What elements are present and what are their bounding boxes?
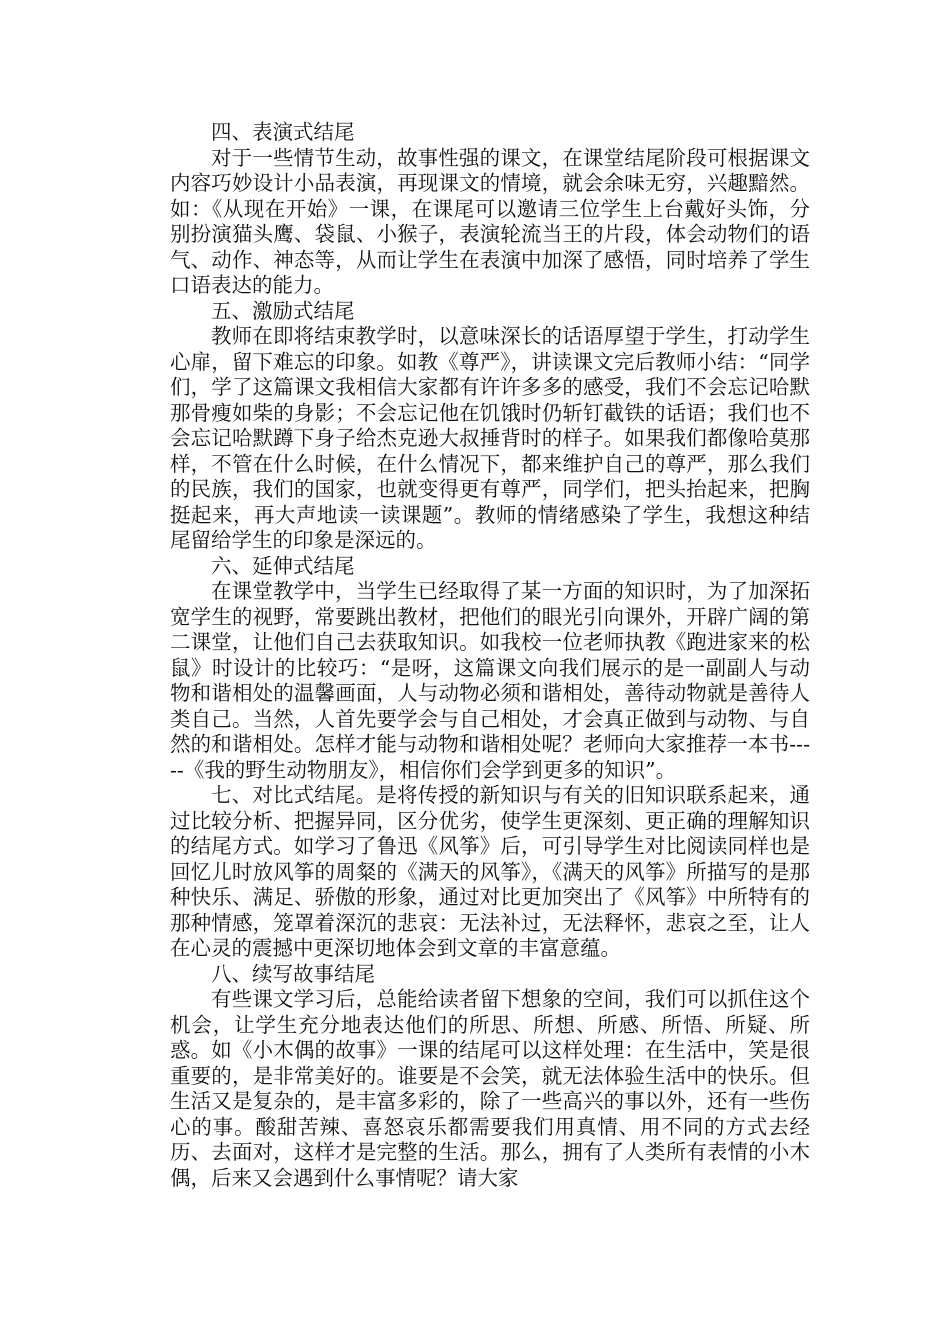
paragraph-story-continuation-ending: 有些课文学习后，总能给读者留下想象的空间，我们可以抓住这个机会，让学生充分地表达他们的所思、所想、所感、所悟、所疑、所惑。如《小木偶的故事》一课的结尾可以这样处理：在生活中，笑是很重要的，是非常美好的。谁要是不会笑，就无法体验生活中的快乐。但生活又是复杂的，是丰富多彩的，除了一些高兴的事以外，还有一些伤心的事。酸甜苦辣、喜怒哀乐都需要我们用真情、用不同的方式去经历、去面对，这样才是完整的生活。那么，拥有了人类所有表情的小木偶，后来又会遇到什么事情呢？请大家 bbox=[170, 987, 810, 1190]
paragraph-performance-ending: 对于一些情节生动，故事性强的课文，在课堂结尾阶段可根据课文内容巧妙设计小品表演，再现课文的情境，就会余味无穷，兴趣黯然。 如：《从现在开始》一课，在课尾可以邀请三位学生上台戴好头饰，分别扮演猫头鹰、袋鼠、小猴子，表演轮流当王的片段，体会动物们的语气、动作、神态等，从而让学生在表演中加深了感悟，同时培养了学生口语表达的能力。 bbox=[170, 145, 810, 297]
paragraph-contrast-ending: 七、对比式结尾。是将传授的新知识与有关的旧知识联系起来，通过比较分析、把握异同，区分优劣，使学生更深刻、更正确的理解知识的结尾方式。如学习了鲁迅《风筝》后，可引导学生对比阅读同样也是回忆儿时放风筝的周粲的《满天的风筝》，《满天的风筝》所描写的是那种快乐、满足、骄傲的形象，通过对比更加突出了《风筝》中所特有的那种情感，笼罩着深沉的悲哀：无法补过，无法释怀，悲哀之至，让人在心灵的震撼中更深切地体会到文章的丰富意蕴。 bbox=[170, 783, 810, 960]
section-heading-5: 五、激励式结尾 bbox=[211, 298, 355, 323]
paragraph-encouragement-ending: 教师在即将结束教学时，以意味深长的话语厚望于学生，打动学生心扉，留下难忘的印象。如教《尊严》，讲读课文完后教师小结：“同学们，学了这篇课文我相信大家都有许许多多的感受，我们不会忘记哈默那骨瘦如柴的身影；不会忘记他在饥饿时仍斩钉截铁的话语；我们也不会忘记哈默蹲下身子给杰克逊大叔捶背时的样子。如果我们都像哈莫那样，不管在什么时候，在什么情况下，都来维护自己的尊严，那么我们的民族，我们的国家，也就变得更有尊严，同学们，把头抬起来，把胸挺起来，再大声地读一读课题”。教师的情绪感染了学生，我想这种结尾留给学生的印象是深远的。 bbox=[170, 324, 810, 552]
section-heading-8: 八、续写故事结尾 bbox=[211, 961, 375, 986]
document-body bbox=[170, 120, 810, 1191]
paragraph-extension-ending: 在课堂教学中，当学生已经取得了某一方面的知识时，为了加深拓宽学生的视野，常要跳出教材，把他们的眼光引向课外，开辟广阔的第二课堂，让他们自己去获取知识。如我校一位老师执教《跑进家来的松鼠》时设计的比较巧：“是呀，这篇课文向我们展示的是一副副人与动物和谐相处的温馨画面，人与动物必须和谐相处，善待动物就是善待人类自己。当然，人首先要学会与自己相处，才会真正做到与动物、与自然的和谐相处。怎样才能与动物和谐相处呢？老师向大家推荐一本书-----《我的野生动物朋友》，相信你们会学到更多的知识”。 bbox=[170, 579, 810, 782]
section-heading-4: 四、表演式结尾 bbox=[211, 120, 355, 144]
section-heading-6: 六、延伸式结尾 bbox=[211, 553, 355, 578]
